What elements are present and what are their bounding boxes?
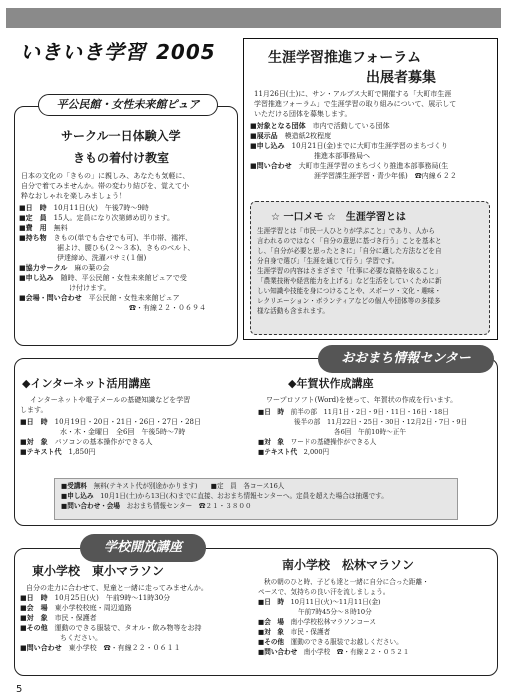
minami-intro-line: 秋の朝のひと時、子ども達と一緒に自分に合った距離・ xyxy=(264,578,429,586)
memo-title: ☆ 一口メモ ☆ 生涯学習とは xyxy=(271,212,406,223)
forum-item-value: 大町市生涯学習のまちづくり推進本部事務局(生 xyxy=(298,162,449,170)
memo-body xyxy=(257,226,442,316)
nenga-course xyxy=(258,375,494,457)
internet-item xyxy=(20,447,252,457)
higashi-course xyxy=(20,562,252,653)
forum-body-line: いただける団体を募集します。 xyxy=(254,110,352,118)
minami-item xyxy=(258,647,494,657)
hirakata-intro-line: 自分で着てみませんか。帯の変わり結びを、覚えて小 xyxy=(21,182,189,190)
internet-intro-line: インターネットや電子メールの基礎知識などを学習 xyxy=(30,396,191,404)
higashi-item xyxy=(20,593,252,603)
minami-item-value: 南小学校 ☎・有線２２・０５２１ xyxy=(303,648,410,656)
forum-subtitle: 出展者募集 xyxy=(366,70,436,86)
minami-item-label: ■その他 xyxy=(258,638,285,646)
omachi-common-label: ■問い合わせ・会場 xyxy=(61,502,120,510)
forum-item xyxy=(250,171,457,181)
minami-item xyxy=(258,607,494,617)
forum-item xyxy=(250,161,457,171)
forum-item-label: ■問い合わせ xyxy=(250,162,292,170)
nenga-item xyxy=(258,447,494,457)
header-band xyxy=(6,8,501,28)
memo-line: レクリエーション・ボランティアなどの個人や団体等の多様多 xyxy=(257,297,441,305)
internet-item-label: ■対 象 xyxy=(20,438,48,446)
minami-course xyxy=(258,556,494,657)
page-number: 5 xyxy=(16,684,23,695)
memo-line: 分自身で選び」「生涯を通じて行う」学習です。 xyxy=(257,257,399,265)
forum-section xyxy=(243,38,498,340)
omachi-common-value: おおまち情報センター ☎２１・３８００ xyxy=(126,502,252,510)
minami-item-label: ■問い合わせ xyxy=(258,648,298,656)
hirakata-item xyxy=(19,253,206,263)
hirakata-item xyxy=(19,283,206,293)
memo-line: 生涯学習の内容はさまざまで「仕事に必要な資格を取ること」 xyxy=(257,267,442,275)
forum-item-value: 涯学習課生涯学習・青少年係) ☎内線６２２ xyxy=(314,172,457,180)
higashi-item xyxy=(20,643,252,653)
minami-item xyxy=(258,617,494,627)
forum-item-label: ■申し込み xyxy=(250,142,285,150)
higashi-item-label: ■対 象 xyxy=(20,614,48,622)
higashi-title: 東小学校 東小マラソン xyxy=(32,564,165,578)
hirakata-item-value: け付けます。 xyxy=(69,284,111,292)
hirakata-item-value: 15人。定員になり次第締め切ります。 xyxy=(53,214,174,222)
hirakata-badge: 平公民館・女性未来館ピュア xyxy=(38,94,218,116)
higashi-item-value: 東小学校 ☎・有線２２・０６１１ xyxy=(68,644,181,652)
omachi-common-line xyxy=(61,501,451,511)
nenga-item-value: 各6回 午前10時～正午 xyxy=(334,428,406,436)
forum-body xyxy=(254,89,456,119)
memo-line: しい知識や技能を身につけることや、スポーツ・文化・趣味・ xyxy=(257,287,442,295)
forum-title: 生涯学習推進フォーラム xyxy=(268,50,422,66)
hirakata-item-value: 平公民館・女性未来館ピュア xyxy=(88,294,180,302)
hirakata-item xyxy=(19,293,206,303)
higashi-item xyxy=(20,603,252,613)
hirakata-item-label: ■申し込み xyxy=(19,274,54,282)
higashi-item-value: 運動のできる服装で、タオル・飲み物等をお持 xyxy=(54,624,202,632)
masthead-title-text: いきいき学習 xyxy=(20,40,146,64)
forum-item-value: 推進本部事務局へ xyxy=(314,152,370,160)
hirakata-title: サークル一日体験入学 xyxy=(61,129,181,143)
nenga-course-title: ◆年賀状作成講座 xyxy=(288,377,374,390)
forum-item xyxy=(250,131,457,141)
higashi-item-value: 東小学校校庭・周辺道路 xyxy=(54,604,132,612)
internet-course-title: ◆インターネット活用講座 xyxy=(22,377,151,390)
omachi-banner: おおまち情報センター xyxy=(318,345,494,373)
masthead-year: 2005 xyxy=(156,40,216,64)
higashi-item-value: ちください。 xyxy=(60,634,102,642)
hirakata-item-value: 麻の葉の会 xyxy=(74,264,110,272)
nenga-item-value: 後半の部 11月22日・25日・30日・12月2日・7日・9日 xyxy=(294,418,468,426)
higashi-item-value: 市民・保護者 xyxy=(54,614,97,622)
minami-item xyxy=(258,597,494,607)
higashi-item-label: ■会 場 xyxy=(20,604,48,612)
forum-item-label: ■展示品 xyxy=(250,132,278,140)
nenga-intro-line: ワープロソフト(Word)を使って、年賀状の作成を行います。 xyxy=(266,396,458,404)
hirakata-item-label: ■会場・問い合わせ xyxy=(19,294,82,302)
hirakata-section xyxy=(14,106,238,346)
higashi-item xyxy=(20,613,252,623)
nenga-item-value: ワードの基礎操作ができる人 xyxy=(290,438,377,446)
internet-item xyxy=(20,427,252,437)
hirakata-intro xyxy=(21,171,189,201)
omachi-common-label: ■受講料 xyxy=(61,482,88,490)
minami-item xyxy=(258,627,494,637)
memo-line: 生涯学習とは「市民一人ひとりが学ぶこと」であり、人から xyxy=(257,227,436,235)
internet-item-value: 1,850円 xyxy=(68,448,96,456)
minami-item-value: 市民・保護者 xyxy=(290,628,331,636)
minami-item-value: 10月11日(火)～11月11日(金) xyxy=(290,598,381,606)
nenga-item-label: ■日 時 xyxy=(258,408,285,416)
hirakata-item-value: きもの(単でも合せでも可)、半巾帯、襦袢、 xyxy=(53,234,193,242)
hirakata-item xyxy=(19,263,206,273)
forum-item-value: 市内で活動している団体 xyxy=(312,122,390,130)
hirakata-item xyxy=(19,303,206,313)
internet-item-value: パソコンの基本操作ができる人 xyxy=(54,438,153,446)
nenga-course-intro xyxy=(258,395,494,405)
memo-line: 「農業技術や経営能力を上げる」など生活をしていくために新 xyxy=(257,277,442,285)
memo-line: し、「自分が必要と思ったときに」「自分に適した方法などを自 xyxy=(257,247,442,255)
forum-item-label: ■対象となる団体 xyxy=(250,122,306,130)
hirakata-item-value: 伊達締め、洗濯バサミ(１個) xyxy=(57,254,147,262)
nenga-item xyxy=(258,427,494,437)
hirakata-item xyxy=(19,273,206,283)
internet-item-value: 水・木・金曜日 全6回 午後5時～7時 xyxy=(60,428,186,436)
forum-body-line: 学習推進フォーラム」で生涯学習の取り組みについて、展示して xyxy=(254,100,457,108)
omachi-common-info xyxy=(54,478,458,520)
internet-item-label: ■テキスト代 xyxy=(20,448,62,456)
internet-item-value: 10月19日・20日・21日・26日・27日・28日 xyxy=(54,418,201,426)
minami-title: 南小学校 松林マラソン xyxy=(282,558,415,572)
higashi-item xyxy=(20,633,252,643)
hirakata-item xyxy=(19,213,206,223)
higashi-intro: 自分の走力に合わせて、児童と一緒に走ってみませんか。 xyxy=(26,584,208,592)
minami-item-label: ■会 場 xyxy=(258,618,285,626)
nenga-item xyxy=(258,417,494,427)
minami-item-value: 午前7時45分～８時10分 xyxy=(298,608,372,616)
internet-intro-line: します。 xyxy=(20,406,48,414)
hirakata-item-value: ☎・有線２２・０６９４ xyxy=(129,304,206,312)
higashi-item xyxy=(20,623,252,633)
omachi-common-line xyxy=(61,481,451,491)
internet-course-details xyxy=(20,417,252,457)
omachi-common-value: 各コース16人 xyxy=(243,482,285,490)
nenga-item-label: ■対 象 xyxy=(258,438,285,446)
nenga-course-details xyxy=(258,407,494,457)
hirakata-item-label: ■費 用 xyxy=(19,224,47,232)
hirakata-item-label: ■協力サークル xyxy=(19,264,68,272)
hirakata-item xyxy=(19,243,206,253)
omachi-common-value: 無料(テキスト代が別途かかります) ■定 員 xyxy=(93,482,237,490)
hirakata-subtitle: きもの着付け教室 xyxy=(73,151,170,165)
hirakata-item-label: ■定 員 xyxy=(19,214,47,222)
hirakata-item xyxy=(19,233,206,243)
hirakata-item-value: 裾よけ、腰ひも(２～３本)、きものベルト、 xyxy=(57,244,195,252)
minami-intro-line: ペースで、気持ちの良い汗を流しましょう。 xyxy=(258,588,390,596)
minami-item xyxy=(258,637,494,647)
forum-item-value: 模造紙2枚程度 xyxy=(284,132,332,140)
hirakata-item-value: 随時、平公民館・女性未来館ピュアで受 xyxy=(60,274,187,282)
minami-item-value: 南小学校松林マラソンコース xyxy=(290,618,376,626)
internet-course-intro xyxy=(20,395,252,415)
gakko-banner: 学校開放講座 xyxy=(80,534,206,562)
hirakata-item-label: ■持ち物 xyxy=(19,234,47,242)
forum-item-value: 10月21日(金)までに大町市生涯学習のまちづくり xyxy=(291,142,448,150)
omachi-common-value: 10月1日(土)から13日(木)までに直接、おおまち情報センターへ。定員を超えた場合は抽選です。 xyxy=(100,492,388,500)
memo-box xyxy=(250,201,490,335)
omachi-common-line xyxy=(61,491,451,501)
forum-item xyxy=(250,121,457,131)
minami-item-value: 運動のできる服装でお越しください。 xyxy=(290,638,403,646)
forum-item xyxy=(250,151,457,161)
hirakata-item xyxy=(19,223,206,233)
forum-item xyxy=(250,141,457,151)
higashi-item-label: ■日 時 xyxy=(20,594,48,602)
minami-item-label: ■日 時 xyxy=(258,598,285,606)
hirakata-item-label: ■日 時 xyxy=(19,204,47,212)
nenga-item xyxy=(258,437,494,447)
internet-item xyxy=(20,417,252,427)
higashi-item-label: ■問い合わせ xyxy=(20,644,62,652)
hirakata-details xyxy=(19,203,206,313)
hirakata-item-value: 無料 xyxy=(53,224,68,232)
higashi-item-label: ■その他 xyxy=(20,624,48,632)
internet-item-label: ■日 時 xyxy=(20,418,48,426)
forum-body-line: 11月26日(土)に、サン・アルプス大町で開催する「大町市生涯 xyxy=(254,90,452,98)
memo-line: 言われるのではなく「自分の意思に基づき行う」ことを基本と xyxy=(257,237,442,245)
internet-item xyxy=(20,437,252,447)
internet-course xyxy=(20,375,252,457)
minami-item-label: ■対 象 xyxy=(258,628,285,636)
hirakata-intro-line: 日本の文化の「きもの」に親しみ、あなたも気軽に、 xyxy=(21,172,190,180)
hirakata-item-value: 10月11日(火) 午後7時～9時 xyxy=(53,204,149,212)
forum-details xyxy=(250,121,457,181)
nenga-item-label: ■テキスト代 xyxy=(258,448,298,456)
nenga-item-value: 前半の部 11月1日・2日・9日・11日・16日・18日 xyxy=(290,408,449,416)
nenga-item xyxy=(258,407,494,417)
hirakata-intro-line: 粋なおしゃれを楽しみましょう！ xyxy=(21,192,126,200)
omachi-common-label: ■申し込み xyxy=(61,492,94,500)
memo-line: 様な活動も含まれます。 xyxy=(257,307,330,315)
masthead-title xyxy=(20,36,240,62)
hirakata-item xyxy=(19,203,206,213)
nenga-item-value: 2,000円 xyxy=(303,448,330,456)
higashi-item-value: 10月25日(火) 午前9時～11時30分 xyxy=(54,594,171,602)
